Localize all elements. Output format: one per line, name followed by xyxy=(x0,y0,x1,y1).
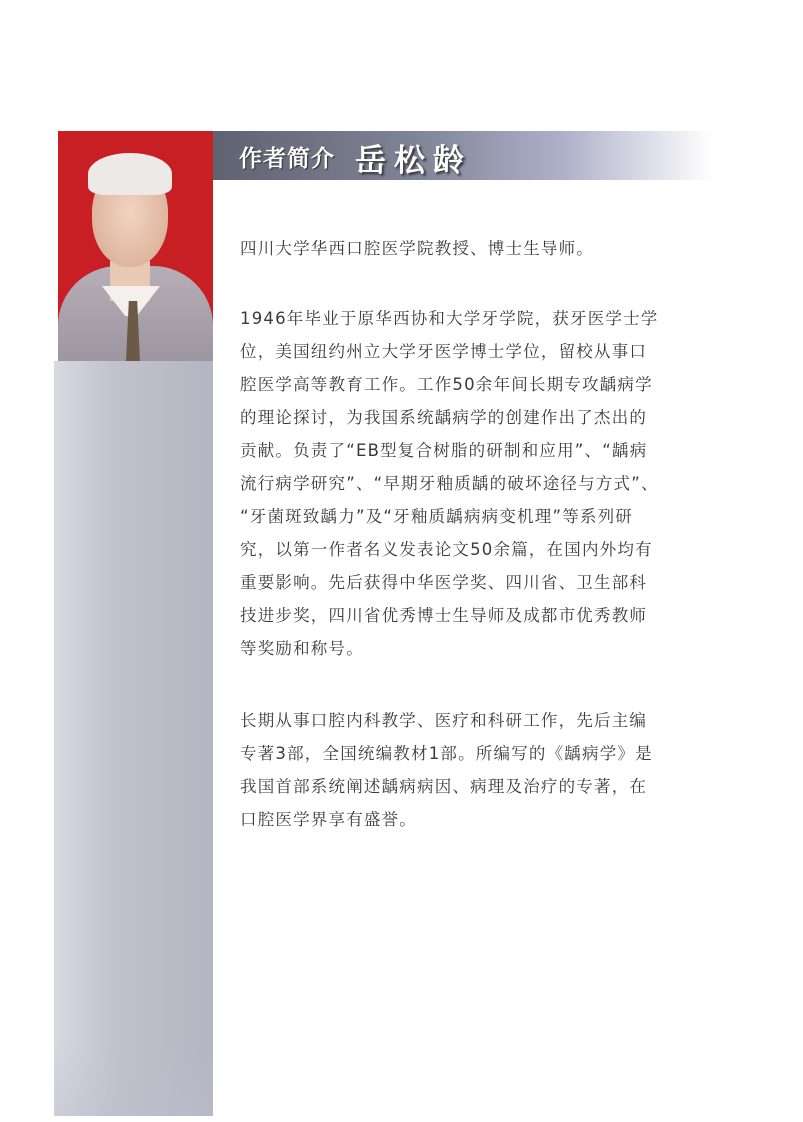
text-line: 流行病学研究”、“早期牙釉质龋的破坏途径与方式”、 xyxy=(240,474,659,493)
text-line: 的理论探讨，为我国系统龋病学的创建作出了杰出的 xyxy=(240,408,648,427)
text-line: 1946年毕业于原华西协和大学牙学院，获牙医学士学 xyxy=(240,309,659,328)
decorative-column-fade xyxy=(54,1040,213,1116)
text-line: 口腔医学界享有盛誉。 xyxy=(240,810,417,829)
text-line: 我国首部系统阐述龋病病因、病理及治疗的专著，在 xyxy=(240,777,648,796)
text-line: 专著3部，全国统编教材1部。所编写的《龋病学》是 xyxy=(240,744,653,763)
paragraph-career xyxy=(240,302,659,665)
text-line: 等奖励和称号。 xyxy=(240,639,364,658)
text-line: 四川大学华西口腔医学院教授、博士生导师。 xyxy=(240,239,594,258)
text-line: 长期从事口腔内科教学、医疗和科研工作，先后主编 xyxy=(240,711,648,730)
text-line: 位，美国纽约州立大学牙医学博士学位，留校从事口 xyxy=(240,342,648,361)
text-line: 重要影响。先后获得中华医学奖、四川省、卫生部科 xyxy=(240,573,648,592)
text-line: 究，以第一作者名义发表论文50余篇，在国内外均有 xyxy=(240,540,653,559)
section-label: 作者简介 xyxy=(239,145,335,172)
header-bar xyxy=(213,131,713,180)
text-line: 贡献。负责了“EB型复合树脂的研制和应用”、“龋病 xyxy=(240,441,648,460)
text-line: 腔医学高等教育工作。工作50余年间长期专攻龋病学 xyxy=(240,375,653,394)
paragraph-teaching xyxy=(240,704,653,836)
text-line: “牙菌斑致龋力”及“牙釉质龋病病变机理”等系列研 xyxy=(240,507,633,526)
author-name: 岳松龄 xyxy=(355,143,472,179)
paragraph-title-position xyxy=(240,232,594,265)
text-line: 技进步奖，四川省优秀博士生导师及成都市优秀教师 xyxy=(240,606,648,625)
decorative-column xyxy=(54,361,213,1116)
author-photo xyxy=(58,131,213,361)
